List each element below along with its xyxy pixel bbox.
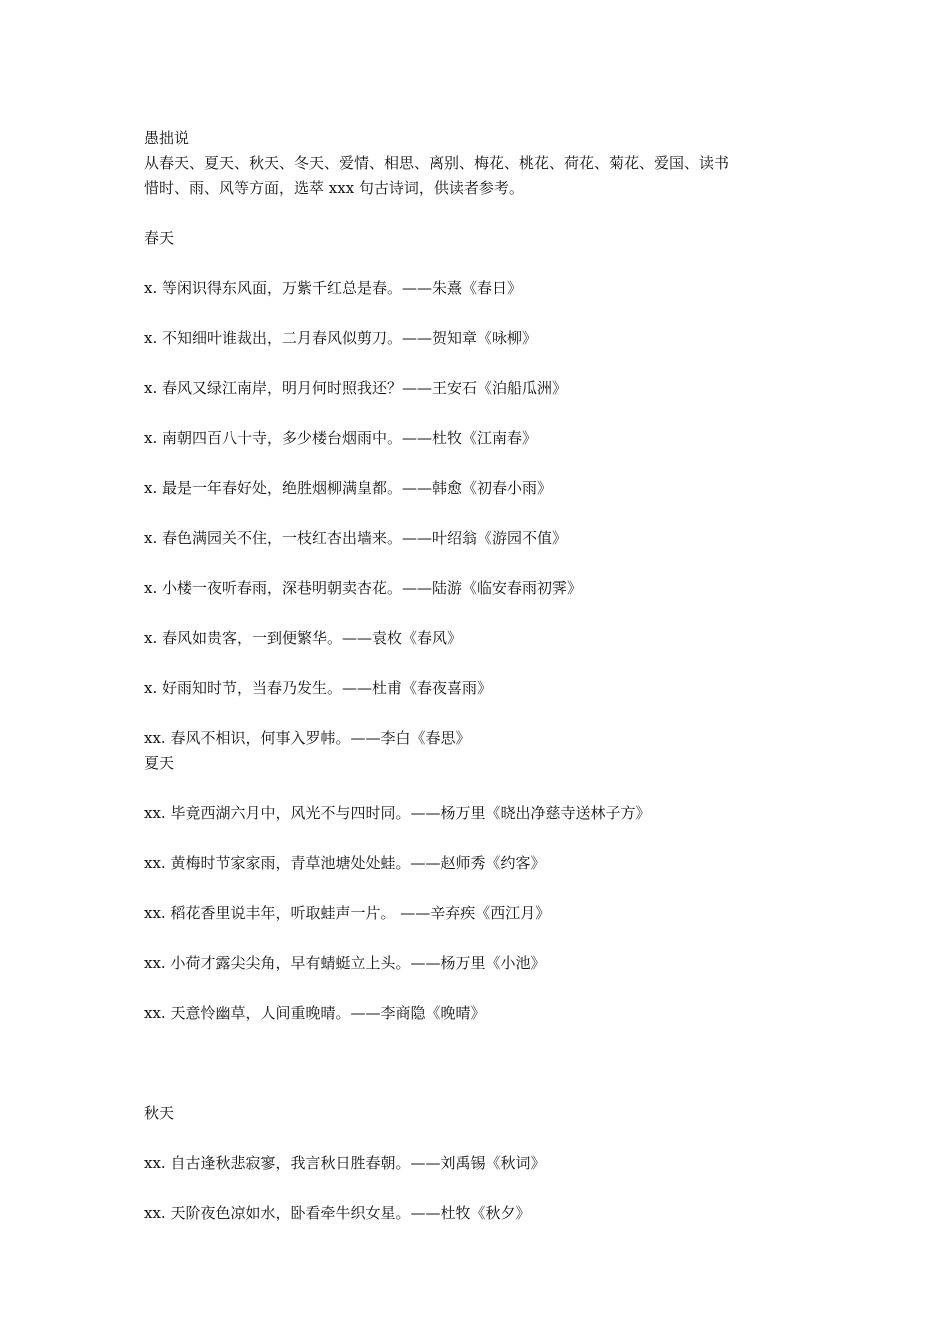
intro-text-line-2: 惜时、雨、风等方面，选萃 xxx 句古诗词，供读者参考。 — [144, 179, 524, 197]
poem-line: xx. 自古逢秋悲寂寥，我言秋日胜春朝。——刘禹锡《秋词》 — [144, 1154, 546, 1172]
section-heading-autumn: 秋天 — [144, 1104, 175, 1122]
poem-line: x. 等闲识得东风面，万紫千红总是春。——朱熹《春日》 — [144, 279, 522, 297]
section-heading-spring: 春天 — [144, 229, 175, 247]
poem-line: xx. 稻花香里说丰年，听取蛙声一片。 ——辛弃疾《西江月》 — [144, 904, 551, 922]
section-heading-summer: 夏天 — [144, 754, 175, 772]
poem-line: xx. 天意怜幽草，人间重晚晴。——李商隐《晚晴》 — [144, 1004, 486, 1022]
poem-line: x. 春色满园关不住，一枝红杏出墙来。——叶绍翁《游园不值》 — [144, 529, 567, 547]
poem-line: x. 不知细叶谁裁出，二月春风似剪刀。——贺知章《咏柳》 — [144, 329, 537, 347]
poem-line: x. 春风如贵客，一到便繁华。——袁枚《春风》 — [144, 629, 462, 647]
poem-line: x. 春风又绿江南岸，明月何时照我还？——王安石《泊船瓜洲》 — [144, 379, 567, 397]
poem-line: x. 最是一年春好处，绝胜烟柳满皇都。——韩愈《初春小雨》 — [144, 479, 552, 497]
poem-line: x. 小楼一夜听春雨，深巷明朝卖杏花。——陆游《临安春雨初霁》 — [144, 579, 582, 597]
poem-line: xx. 春风不相识，何事入罗帏。——李白《春思》 — [144, 729, 471, 747]
poem-line: x. 南朝四百八十寺，多少楼台烟雨中。——杜牧《江南春》 — [144, 429, 537, 447]
poem-line: xx. 天阶夜色凉如水，卧看牵牛织女星。——杜牧《秋夕》 — [144, 1204, 531, 1222]
document-page — [144, 126, 824, 1226]
intro-text-line-1: 从春天、夏天、秋天、冬天、爱情、相思、离别、梅花、桃花、荷花、菊花、爱国、读书 — [144, 154, 730, 172]
poem-line: xx. 黄梅时节家家雨，青草池塘处处蛙。——赵师秀《约客》 — [144, 854, 546, 872]
poem-line: x. 好雨知时节，当春乃发生。——杜甫《春夜喜雨》 — [144, 679, 492, 697]
document-title: 愚拙说 — [144, 129, 190, 147]
poem-line: xx. 小荷才露尖尖角，早有蜻蜓立上头。——杨万里《小池》 — [144, 954, 546, 972]
poem-line: xx. 毕竟西湖六月中，风光不与四时同。——杨万里《晓出净慈寺送林子方》 — [144, 804, 651, 822]
